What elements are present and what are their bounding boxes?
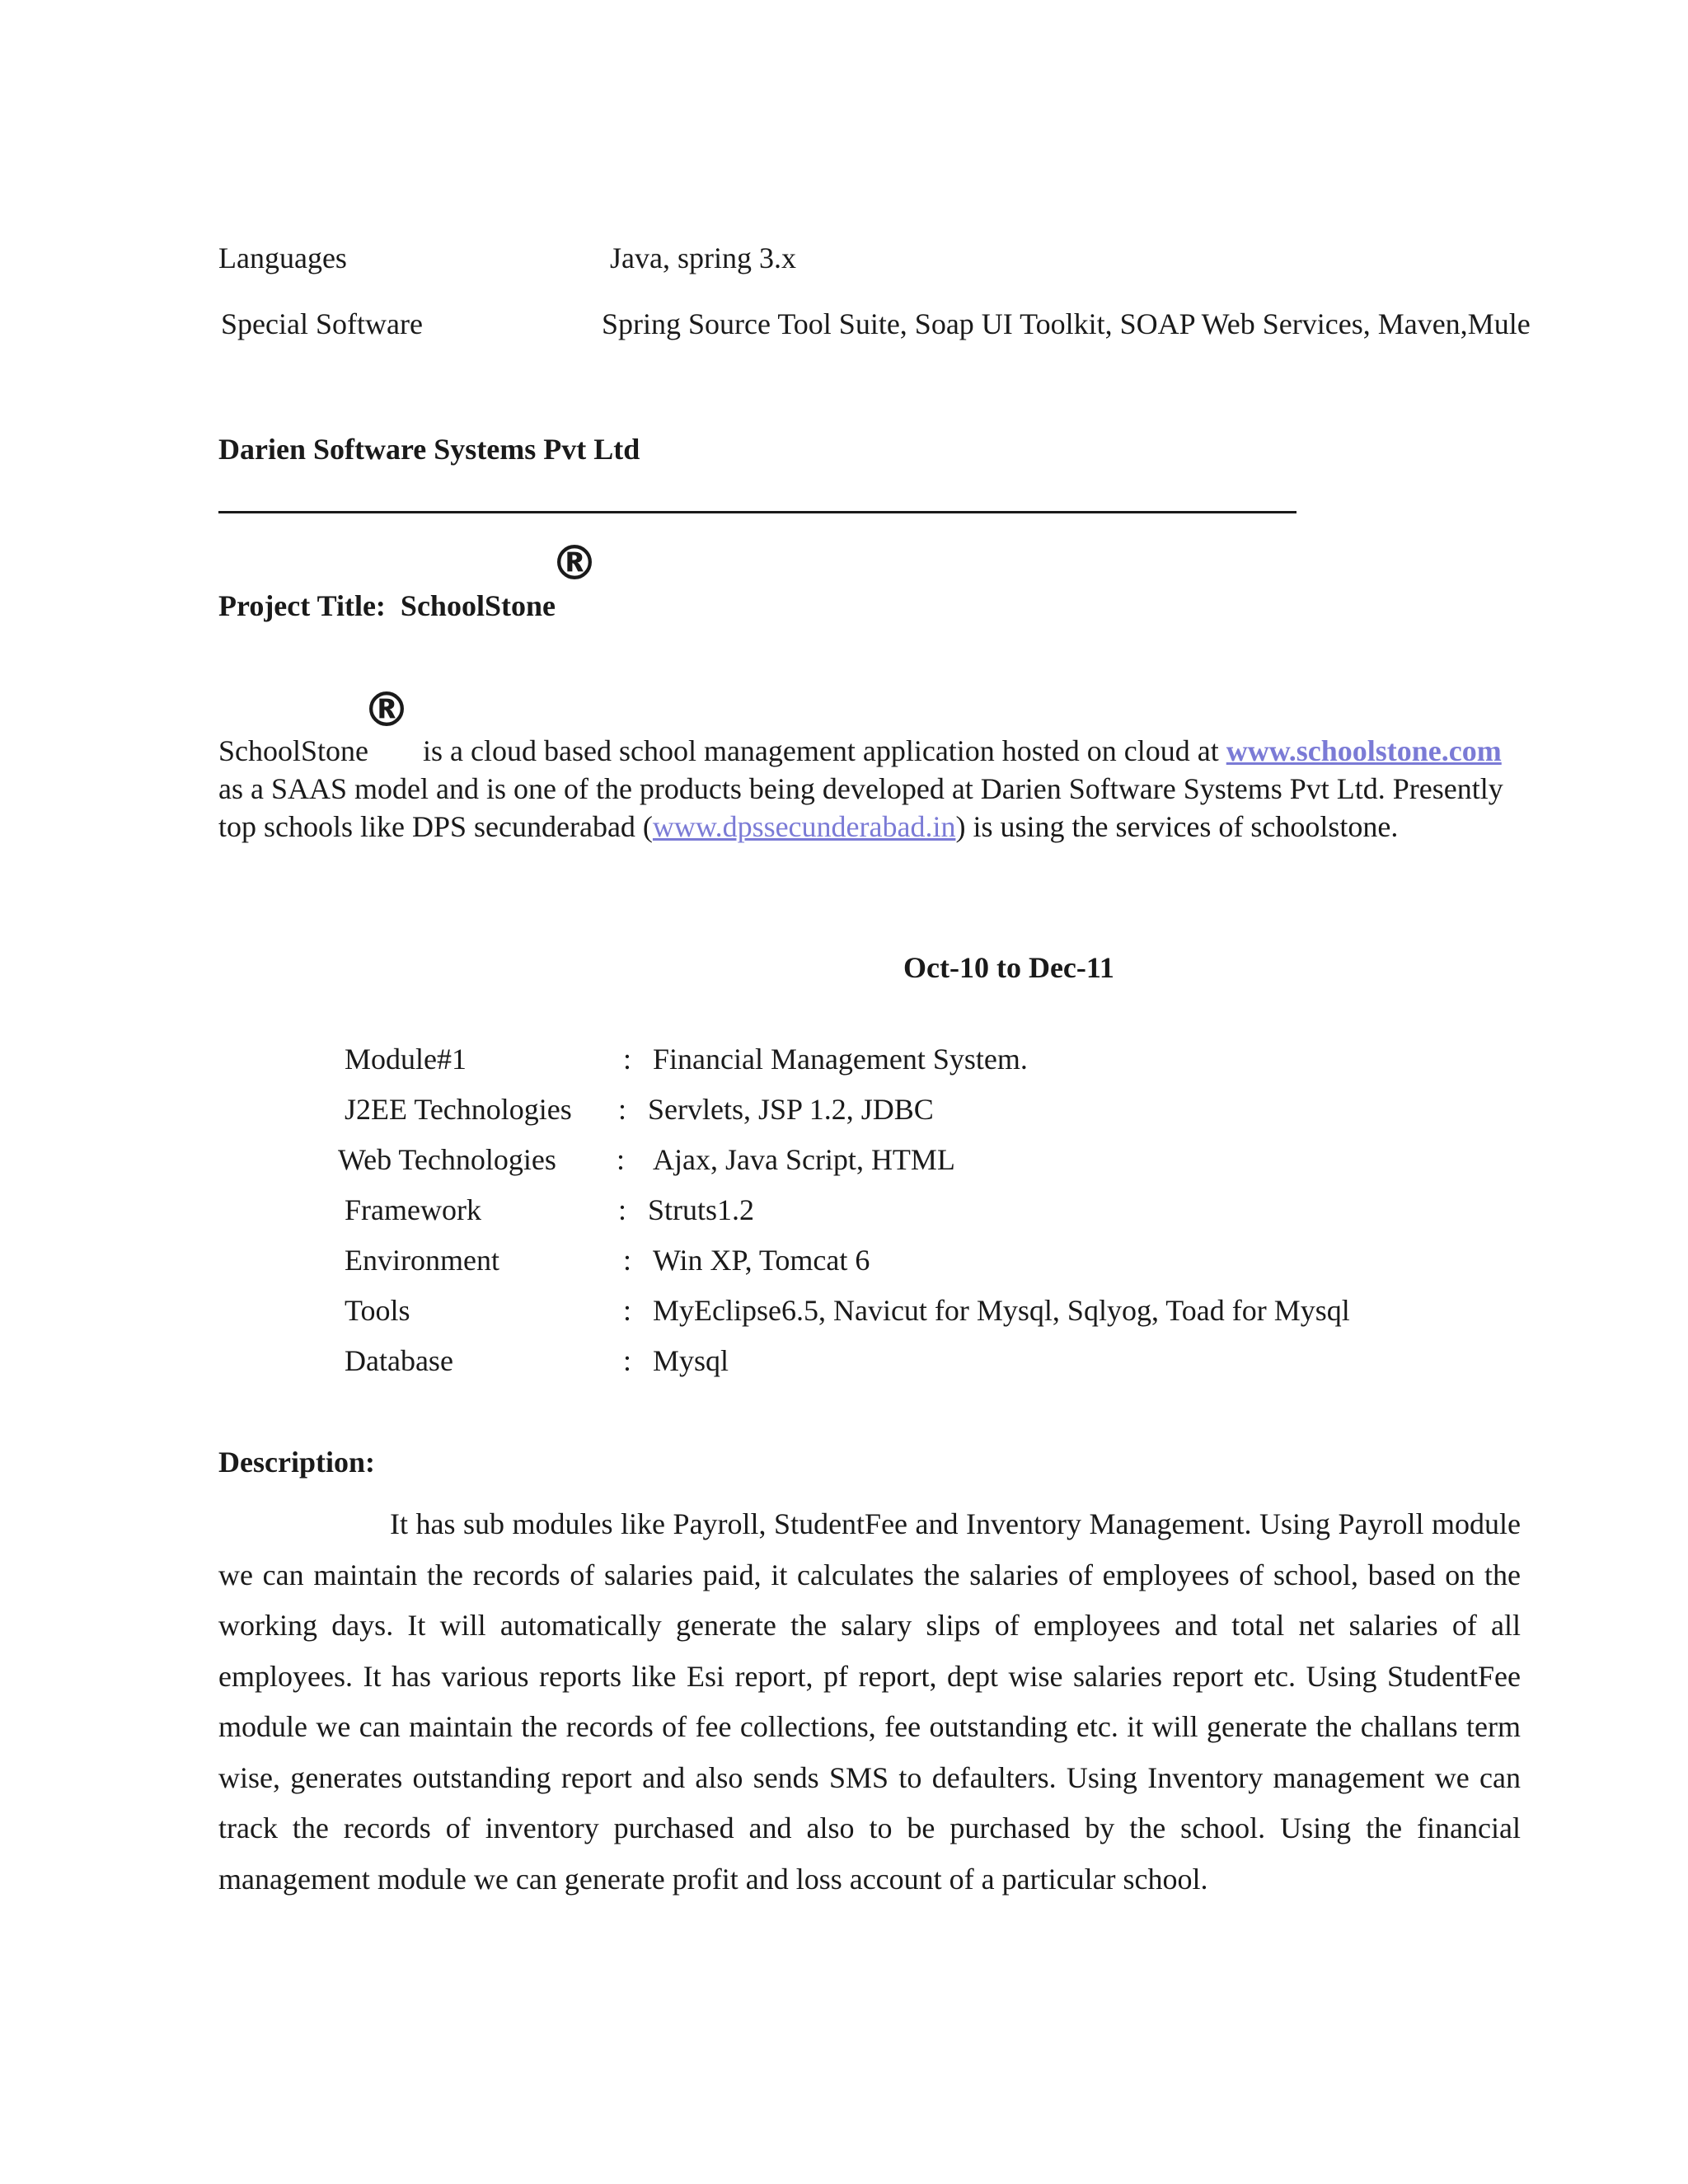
company-name: Darien Software Systems Pvt Ltd xyxy=(218,433,640,466)
detail-label: Web Technologies xyxy=(338,1143,556,1176)
detail-label: Environment xyxy=(345,1244,499,1277)
detail-value: Win XP, Tomcat 6 xyxy=(653,1244,870,1277)
detail-label: Module#1 xyxy=(345,1043,467,1076)
detail-separator: : xyxy=(623,1344,632,1377)
project-intro xyxy=(218,732,1521,846)
project-duration: Oct-10 to Dec-11 xyxy=(903,951,1114,984)
description-heading: Description: xyxy=(218,1446,375,1479)
languages-label: Languages xyxy=(218,241,347,274)
registered-mark-icon-intro: ® xyxy=(363,682,410,738)
detail-label: Database xyxy=(345,1344,453,1377)
detail-separator: : xyxy=(623,1294,632,1327)
detail-separator: : xyxy=(618,1193,627,1226)
detail-value: MyEclipse6.5, Navicut for Mysql, Sqlyog, Toad for Mysql xyxy=(653,1294,1350,1327)
detail-separator: : xyxy=(617,1143,626,1176)
special-software-label: Special Software xyxy=(221,307,423,340)
detail-label: Tools xyxy=(345,1294,410,1327)
intro-text-2: as a SAAS model and is one of the products being developed at Darien Software Systems Pvt Ltd. Presently top schools like DPS secunderabad ( xyxy=(218,772,1503,843)
detail-value: Struts1.2 xyxy=(648,1193,755,1226)
project-title-value: SchoolStone xyxy=(400,589,556,622)
description-body: It has sub modules like Payroll, StudentFee and Inventory Management. Using Payroll module we can maintain the records of salaries paid, it calculates the salaries of employees of school, based on the working days. It will automatically generate the salary slips of employees and total net salaries of all employees. It has various reports like Esi report, pf report, dept wise salaries report etc. Using StudentFee module we can maintain the records of fee collections, fee outstanding etc. it will generate the challans term wise, generates outstanding report and also sends SMS to defaulters. Using Inventory management we can track the records of inventory purchased and also to be purchased by the school. Using the financial management module we can generate profit and loss account of a particular school. xyxy=(218,1507,1521,1896)
intro-product-name: SchoolStone xyxy=(218,734,369,767)
intro-text-3: ) is using the services of schoolstone. xyxy=(955,810,1399,843)
detail-value: Mysql xyxy=(653,1344,729,1377)
detail-label: J2EE Technologies xyxy=(345,1093,572,1126)
section-divider xyxy=(218,511,1296,513)
registered-mark-icon: ® xyxy=(551,535,598,591)
project-title xyxy=(218,588,556,624)
dps-link[interactable]: www.dpssecunderabad.in xyxy=(652,810,956,843)
special-software-value: Spring Source Tool Suite, Soap UI Toolkit, SOAP Web Services, Maven,Mule xyxy=(602,307,1531,340)
detail-label: Framework xyxy=(345,1193,481,1226)
detail-value: Ajax, Java Script, HTML xyxy=(653,1143,955,1176)
detail-value: Financial Management System. xyxy=(653,1043,1028,1076)
detail-value: Servlets, JSP 1.2, JDBC xyxy=(648,1093,934,1126)
project-title-label: Project Title: xyxy=(218,589,386,622)
intro-text-1: is a cloud based school management application hosted on cloud at xyxy=(423,734,1219,767)
detail-separator: : xyxy=(623,1043,632,1076)
detail-separator: : xyxy=(623,1244,632,1277)
detail-separator: : xyxy=(618,1093,627,1126)
schoolstone-link[interactable]: www.schoolstone.com xyxy=(1226,734,1502,767)
languages-value: Java, spring 3.x xyxy=(610,241,796,274)
